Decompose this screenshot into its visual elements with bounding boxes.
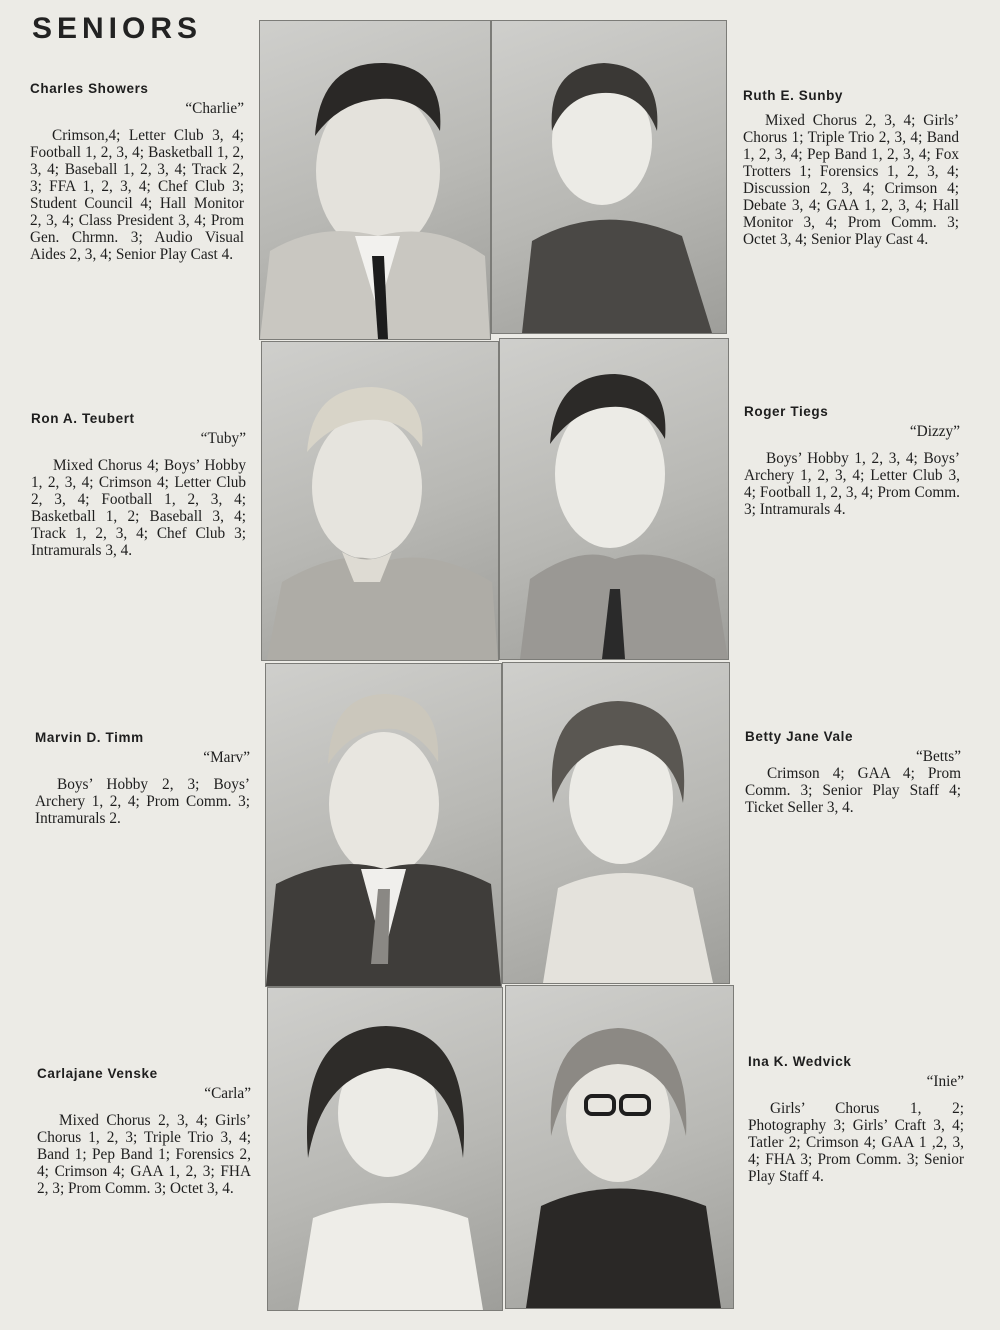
- portrait-photo: [261, 341, 499, 661]
- senior-activities: Crimson 4; GAA 4; Prom Comm. 3; Senior Play Staff 4; Ticket Seller 3, 4.: [745, 765, 961, 816]
- portrait-photo: [499, 338, 729, 660]
- senior-nickname: “Marv”: [203, 749, 250, 766]
- senior-name: Ina K. Wedvick: [748, 1054, 852, 1069]
- senior-entry: [35, 729, 250, 827]
- senior-name: Roger Tiegs: [744, 404, 829, 419]
- senior-name: Carlajane Venske: [37, 1066, 158, 1081]
- senior-entry: [745, 728, 961, 816]
- senior-activities: Boys’ Hobby 1, 2, 3, 4; Boys’ Archery 1, 2, 3, 4; Letter Club 3, 4; Football 1, 2, 3, 4; Prom Comm. 3; Intramurals 4.: [744, 450, 960, 518]
- senior-name: Ruth E. Sunby: [743, 88, 844, 103]
- senior-activities: Mixed Chorus 4; Boys’ Hobby 1, 2, 3, 4; Crimson 4; Letter Club 2, 3, 4; Football 1, 2, 3, 4; Basketball 1, 2; Baseball 3, 4; Track 1, 2, 3, 4; Chef Club 3; Intramurals 3, 4.: [31, 457, 246, 559]
- senior-entry: [31, 410, 246, 559]
- senior-nickname: “Carla”: [204, 1085, 251, 1102]
- senior-nickname: “Charlie”: [185, 100, 244, 117]
- senior-activities: Boys’ Hobby 2, 3; Boys’ Archery 1, 2, 4; Prom Comm. 3; Intramurals 2.: [35, 776, 250, 827]
- senior-nickname: “Inie”: [926, 1073, 964, 1090]
- senior-name: Charles Showers: [30, 81, 149, 96]
- senior-entry: [748, 1053, 964, 1185]
- senior-activities: Mixed Chorus 2, 3, 4; Girls’ Chorus 1, 2, 3; Triple Trio 3, 4; Band 1; Pep Band 1; Forensics 2, 4; Crimson 4; GAA 1, 2, 3; FHA 2, 3; Prom Comm. 3; Octet 3, 4.: [37, 1112, 251, 1197]
- senior-nickname: “Dizzy”: [909, 423, 960, 440]
- senior-entry: [30, 80, 244, 263]
- senior-entry: [743, 87, 959, 248]
- portrait-photo: [259, 20, 491, 340]
- senior-activities: Mixed Chorus 2, 3, 4; Girls’ Chorus 1; Triple Trio 2, 3, 4; Band 1, 2, 3, 4; Pep Band 1, 2, 3, 4; Fox Trotters 1; Forensics 1, 2, 3, 4; Discussion 2, 3, 4; Crimson 4; Debate 3, 4; GAA 1, 2, 3, 4; Hall Monitor 3, 4; Prom Comm. 3; Octet 3, 4; Senior Play Cast 4.: [743, 112, 959, 248]
- senior-name: Betty Jane Vale: [745, 729, 854, 744]
- senior-nickname: “Betts”: [915, 748, 961, 765]
- portrait-photo: [502, 662, 730, 984]
- senior-entry: [744, 403, 960, 518]
- senior-activities: Crimson,4; Letter Club 3, 4; Football 1, 2, 3, 4; Basketball 1, 2, 3, 4; Baseball 1, 2, 3, 4; Track 2, 3; FFA 1, 2, 3, 4; Chef Club 3; Student Council 4; Hall Monitor 2, 3, 4; Class President 3, 4; Prom Gen. Chrmn. 3; Audio Visual Aides 2, 3, 4; Senior Play Cast 4.: [30, 127, 244, 263]
- senior-entry: [37, 1065, 251, 1197]
- portrait-photo: [505, 985, 734, 1309]
- senior-nickname: “Tuby”: [200, 430, 246, 447]
- portrait-photo: [265, 663, 502, 987]
- portrait-photo: [267, 987, 503, 1311]
- page-title: SENIORS: [32, 12, 203, 45]
- portrait-photo: [491, 20, 727, 334]
- senior-activities: Girls’ Chorus 1, 2; Photography 3; Girls’ Craft 3, 4; Tatler 2; Crimson 4; GAA 1 ,2, 3, 4; FHA 3; Prom Comm. 3; Senior Play Staff 4.: [748, 1100, 964, 1185]
- senior-name: Marvin D. Timm: [35, 730, 144, 745]
- senior-name: Ron A. Teubert: [31, 411, 135, 426]
